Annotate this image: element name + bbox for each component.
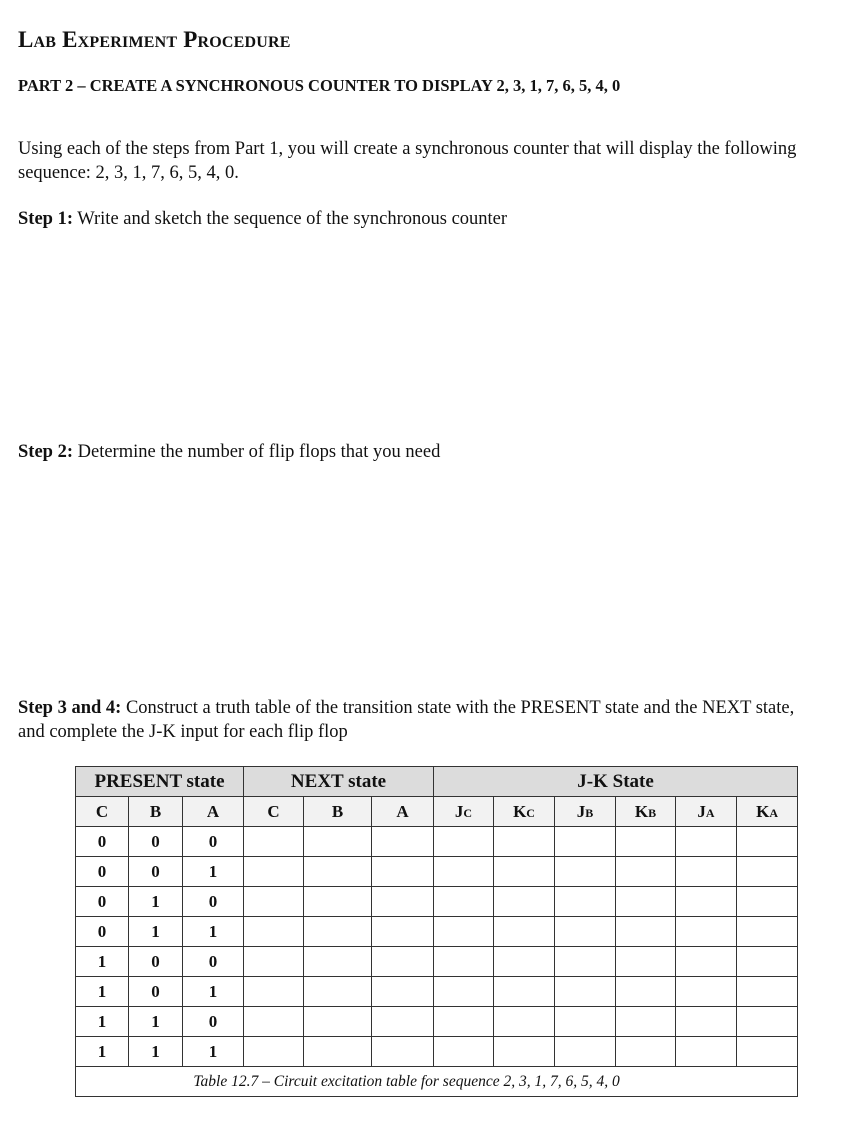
jk-input-cell[interactable] — [737, 887, 798, 917]
jk-input-cell[interactable] — [555, 1007, 616, 1037]
jk-input-cell[interactable] — [494, 1007, 555, 1037]
jk-col-header — [737, 797, 798, 827]
next-state-cell[interactable] — [372, 917, 434, 947]
jk-input-cell[interactable] — [494, 977, 555, 1007]
jk-input-cell[interactable] — [494, 917, 555, 947]
jk-input-cell[interactable] — [494, 827, 555, 857]
present-state-cell: 1 — [76, 947, 129, 977]
jk-input-cell[interactable] — [616, 827, 676, 857]
table-row — [76, 887, 798, 917]
intro-paragraph: Using each of the steps from Part 1, you will create a synchronous counter that will display the following sequence: 2, 3, 1, 7, 6, 5, 4, 0. — [18, 139, 797, 183]
jk-col-header — [494, 797, 555, 827]
step-text: Write and sketch the sequence of the synchronous counter — [73, 209, 508, 229]
table-row — [76, 857, 798, 887]
jk-input-cell[interactable] — [737, 947, 798, 977]
next-state-cell[interactable] — [304, 827, 372, 857]
jk-input-cell[interactable] — [494, 887, 555, 917]
next-state-cell[interactable] — [304, 947, 372, 977]
jk-col-main: J — [576, 801, 586, 821]
present-state-cell: 1 — [129, 917, 183, 947]
jk-input-cell[interactable] — [737, 1007, 798, 1037]
jk-input-cell[interactable] — [555, 917, 616, 947]
present-state-cell: 0 — [76, 857, 129, 887]
present-state-cell: 0 — [76, 887, 129, 917]
jk-input-cell[interactable] — [555, 1037, 616, 1067]
jk-input-cell[interactable] — [676, 947, 737, 977]
step-text: Construct a truth table of the transition state with the PRESENT state and the NEXT state, and complete the J-K input for each flip flop — [18, 698, 795, 742]
page-title: Lab Experiment Procedure — [18, 27, 291, 52]
next-col-header: B — [304, 797, 372, 827]
jk-input-cell[interactable] — [737, 1037, 798, 1067]
excitation-table — [75, 766, 798, 1097]
present-state-cell: 0 — [129, 857, 183, 887]
jk-input-cell[interactable] — [494, 1037, 555, 1067]
table-caption: Table 12.7 – Circuit excitation table for sequence 2, 3, 1, 7, 6, 5, 4, 0 — [76, 1067, 798, 1097]
jk-col-sub: B — [585, 805, 594, 820]
table-row — [76, 947, 798, 977]
step-2 — [18, 440, 818, 464]
present-state-cell: 1 — [183, 977, 244, 1007]
jk-input-cell[interactable] — [434, 887, 494, 917]
present-state-cell: 0 — [129, 977, 183, 1007]
jk-col-main: K — [513, 801, 527, 821]
next-state-cell[interactable] — [304, 857, 372, 887]
jk-input-cell[interactable] — [434, 1007, 494, 1037]
jk-input-cell[interactable] — [555, 857, 616, 887]
jk-col-header — [555, 797, 616, 827]
jk-input-cell[interactable] — [676, 1037, 737, 1067]
present-state-cell: 1 — [76, 1037, 129, 1067]
step-3-and-4 — [18, 696, 818, 744]
jk-col-header — [616, 797, 676, 827]
jk-input-cell[interactable] — [555, 887, 616, 917]
jk-input-cell[interactable] — [676, 1007, 737, 1037]
jk-input-cell[interactable] — [737, 917, 798, 947]
present-state-cell: 0 — [183, 947, 244, 977]
jk-input-cell[interactable] — [676, 977, 737, 1007]
next-state-cell[interactable] — [372, 1007, 434, 1037]
present-state-cell: 1 — [129, 1007, 183, 1037]
next-state-cell[interactable] — [244, 947, 304, 977]
jk-input-cell[interactable] — [616, 857, 676, 887]
jk-col-sub: C — [526, 805, 535, 820]
jk-col-sub: B — [648, 805, 657, 820]
jk-input-cell[interactable] — [616, 917, 676, 947]
next-state-cell[interactable] — [244, 917, 304, 947]
jk-col-header — [676, 797, 737, 827]
next-state-cell[interactable] — [244, 827, 304, 857]
next-state-cell[interactable] — [304, 977, 372, 1007]
present-state-cell: 0 — [129, 947, 183, 977]
present-state-cell: 1 — [129, 1037, 183, 1067]
jk-input-cell[interactable] — [434, 1037, 494, 1067]
jk-col-sub: A — [705, 805, 715, 820]
table-row — [76, 1037, 798, 1067]
jk-input-cell[interactable] — [434, 857, 494, 887]
next-state-cell[interactable] — [244, 887, 304, 917]
step-label: Step 3 and 4: — [18, 698, 122, 718]
jk-input-cell[interactable] — [494, 947, 555, 977]
jk-input-cell[interactable] — [555, 977, 616, 1007]
next-state-cell[interactable] — [372, 977, 434, 1007]
next-state-header: NEXT state — [244, 767, 434, 797]
jk-input-cell[interactable] — [616, 977, 676, 1007]
present-state-cell: 1 — [183, 917, 244, 947]
next-state-cell[interactable] — [304, 1037, 372, 1067]
step-label: Step 2: — [18, 442, 73, 462]
jk-input-cell[interactable] — [434, 917, 494, 947]
next-col-header: A — [372, 797, 434, 827]
next-state-cell[interactable] — [372, 887, 434, 917]
next-state-cell[interactable] — [372, 1037, 434, 1067]
step-label: Step 1: — [18, 209, 73, 229]
jk-input-cell[interactable] — [494, 857, 555, 887]
present-state-cell: 1 — [76, 1007, 129, 1037]
next-state-cell[interactable] — [244, 857, 304, 887]
table-row — [76, 1007, 798, 1037]
present-col-header: B — [129, 797, 183, 827]
jk-col-main: K — [634, 801, 649, 821]
jk-input-cell[interactable] — [434, 827, 494, 857]
part-heading: PART 2 – CREATE A SYNCHRONOUS COUNTER TO DISPLAY 2, 3, 1, 7, 6, 5, 4, 0 — [18, 76, 621, 95]
table-row — [76, 977, 798, 1007]
present-state-cell: 0 — [76, 827, 129, 857]
present-col-header: C — [76, 797, 129, 827]
present-state-cell: 0 — [76, 917, 129, 947]
next-col-header: C — [244, 797, 304, 827]
jk-input-cell[interactable] — [616, 1007, 676, 1037]
present-state-cell: 0 — [129, 827, 183, 857]
jk-input-cell[interactable] — [737, 977, 798, 1007]
jk-input-cell[interactable] — [676, 827, 737, 857]
present-state-header: PRESENT state — [76, 767, 244, 797]
jk-input-cell[interactable] — [737, 857, 798, 887]
next-state-cell[interactable] — [304, 917, 372, 947]
next-state-cell[interactable] — [304, 1007, 372, 1037]
present-state-cell: 0 — [183, 827, 244, 857]
next-state-cell[interactable] — [244, 1037, 304, 1067]
present-state-cell: 0 — [183, 1007, 244, 1037]
jk-col-sub: C — [463, 805, 473, 820]
jk-input-cell[interactable] — [434, 947, 494, 977]
jk-input-cell[interactable] — [676, 887, 737, 917]
jk-input-cell[interactable] — [555, 827, 616, 857]
table-row — [76, 917, 798, 947]
present-state-cell: 1 — [76, 977, 129, 1007]
jk-input-cell[interactable] — [555, 947, 616, 977]
step-1 — [18, 207, 818, 231]
present-col-header: A — [183, 797, 244, 827]
step-text: Determine the number of flip flops that you need — [73, 442, 441, 462]
jk-col-main: J — [454, 801, 464, 821]
jk-input-cell[interactable] — [616, 947, 676, 977]
jk-col-sub: A — [769, 805, 778, 820]
next-state-cell[interactable] — [244, 977, 304, 1007]
present-state-cell: 0 — [183, 887, 244, 917]
jk-input-cell[interactable] — [676, 917, 737, 947]
next-state-cell[interactable] — [304, 887, 372, 917]
table-row — [76, 827, 798, 857]
present-state-cell: 1 — [183, 857, 244, 887]
next-state-cell[interactable] — [244, 1007, 304, 1037]
jk-input-cell[interactable] — [616, 887, 676, 917]
jk-input-cell[interactable] — [434, 977, 494, 1007]
jk-input-cell[interactable] — [616, 1037, 676, 1067]
jk-col-main: J — [697, 801, 706, 821]
next-state-cell[interactable] — [372, 827, 434, 857]
jk-input-cell[interactable] — [676, 857, 737, 887]
present-state-cell: 1 — [129, 887, 183, 917]
jk-state-header: J-K State — [434, 767, 798, 797]
jk-col-header — [434, 797, 494, 827]
next-state-cell[interactable] — [372, 857, 434, 887]
present-state-cell: 1 — [183, 1037, 244, 1067]
jk-input-cell[interactable] — [737, 827, 798, 857]
next-state-cell[interactable] — [372, 947, 434, 977]
jk-col-main: K — [756, 801, 770, 821]
